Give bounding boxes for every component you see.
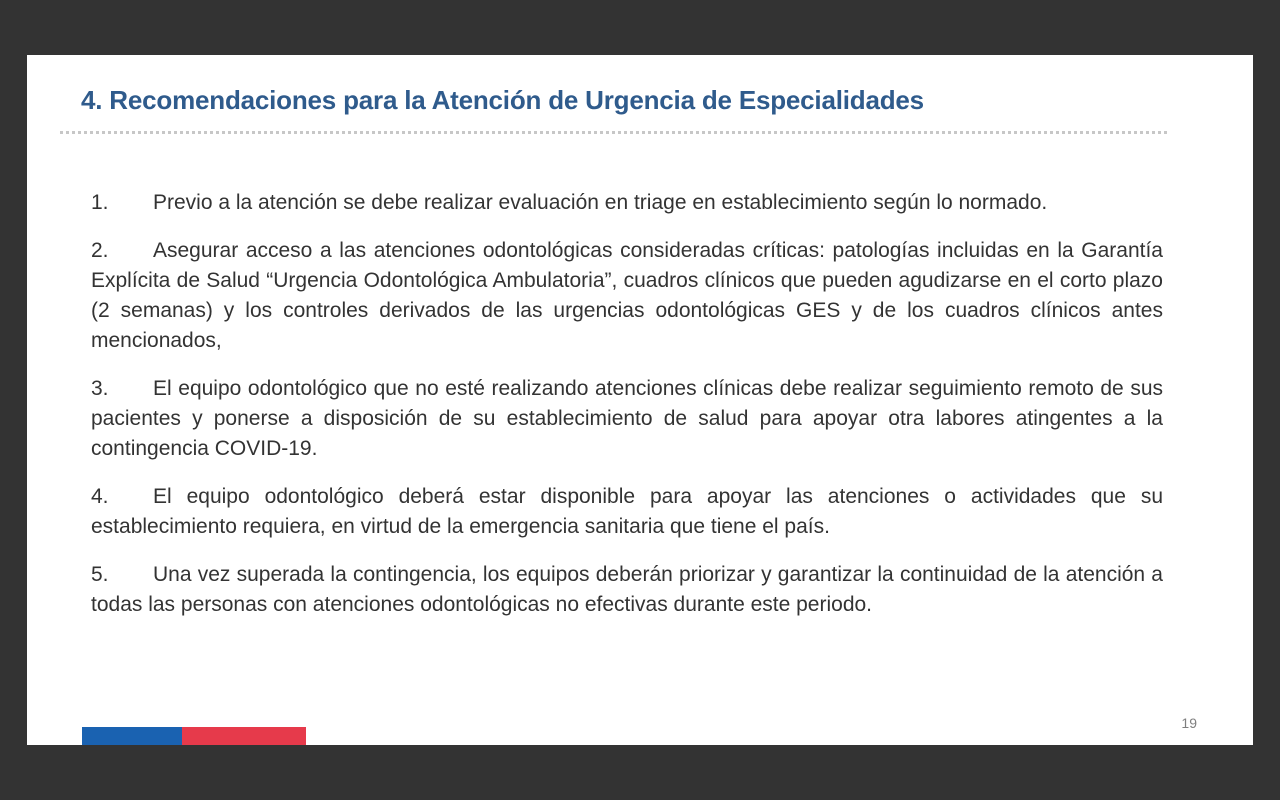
list-item-text: Previo a la atención se debe realizar evaluación en triage en establecimiento según lo normado. (153, 191, 1048, 214)
list-item-number: 4. (91, 485, 109, 508)
list-item (91, 188, 1163, 218)
slide-title: 4. Recomendaciones para la Atención de Urgencia de Especialidades (81, 85, 924, 115)
slide (27, 55, 1253, 745)
list-item (91, 482, 1163, 542)
list-item-number: 2. (91, 239, 109, 262)
list-item (91, 560, 1163, 620)
list-item-text: El equipo odontológico que no esté realizando atenciones clínicas debe realizar seguimiento remoto de sus pacientes y ponerse a disposición de su establecimiento de salud para apoyar otra labores atingentes a la contingencia COVID-19. (91, 377, 1163, 460)
list-item-text: Asegurar acceso a las atenciones odontológicas consideradas críticas: patologías incluidas en la Garantía Explícita de Salud “Urgencia Odontológica Ambulatoria”, cuadros clínicos que pueden agudizarse en el corto plazo (2 semanas) y los controles derivados de las urgencias odontológicas GES y de los cuadros clínicos antes mencionados, (91, 239, 1163, 352)
footer-bar-red (182, 727, 306, 745)
page-number: 19 (1181, 715, 1197, 731)
list-item-number: 1. (91, 191, 109, 214)
footer-bar-blue (82, 727, 182, 745)
list-item (91, 374, 1163, 464)
footer-color-bar (82, 727, 306, 745)
list-item-number: 3. (91, 377, 109, 400)
list-item-number: 5. (91, 563, 109, 586)
recommendations-list (91, 188, 1163, 638)
list-item-text: El equipo odontológico deberá estar disponible para apoyar las atenciones o actividades que su establecimiento requiera, en virtud de la emergencia sanitaria que tiene el país. (91, 485, 1163, 538)
list-item-text: Una vez superada la contingencia, los equipos deberán priorizar y garantizar la continuidad de la atención a todas las personas con atenciones odontológicas no efectivas durante este periodo. (91, 563, 1163, 616)
list-item (91, 236, 1163, 356)
title-divider (60, 131, 1167, 134)
